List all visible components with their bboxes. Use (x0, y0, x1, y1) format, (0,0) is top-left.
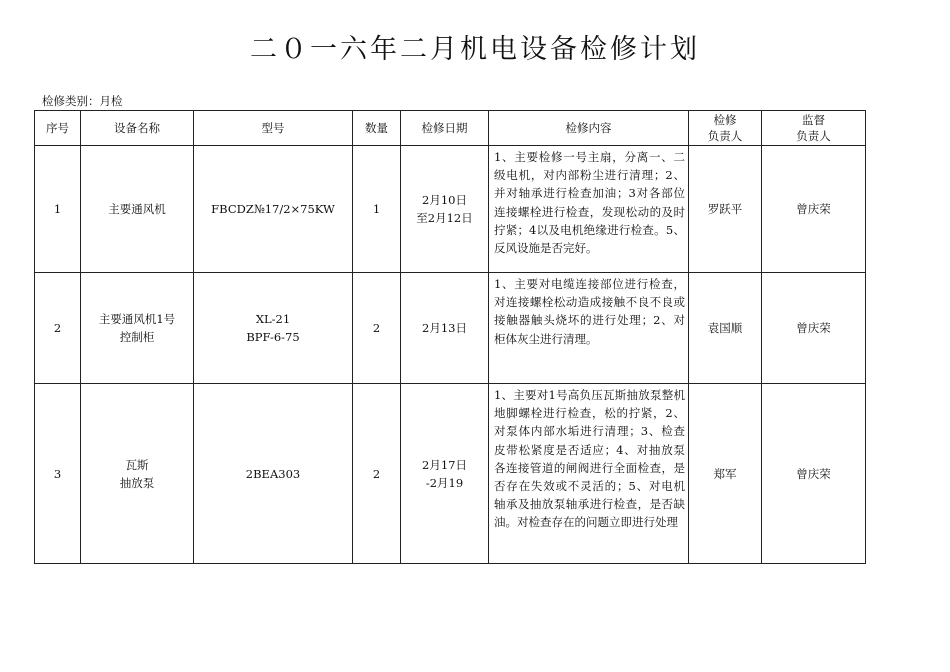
table-row (35, 146, 866, 273)
cell-content: 1、主要对1号高负压瓦斯抽放泵整机地脚螺栓进行检查，松的拧紧，2、对泵体内部水垢进行清理；3、检查皮带松紧度是否适应；4、对抽放泵各连接管道的闸阀进行全面检查，是否存在失效或不灵活的；5、对电机轴承及抽放泵轴承进行检查，是否缺油。对检查存在的问题立即进行处理 (489, 384, 689, 564)
table-row (35, 273, 866, 384)
cell-quantity: 2 (353, 384, 401, 564)
cell-equipment-name: 主要通风机 (81, 146, 194, 273)
cell-quantity: 2 (353, 273, 401, 384)
cell-equipment-name-line2: 控制柜 (119, 330, 155, 344)
cell-date-line2: -2月19 (425, 475, 464, 490)
cell-quantity: 1 (353, 146, 401, 273)
header-row (35, 111, 866, 146)
cell-date-line2: 至2月12日 (416, 211, 473, 225)
cell-model (194, 273, 353, 384)
cell-model: FBCDZ№17/2×75KW (194, 146, 353, 273)
cell-date (401, 146, 489, 273)
cell-content: 1、主要检修一号主扇，分离一、二级电机，对内部粉尘进行清理；2、并对轴承进行检查加油；3对各部位连接螺栓进行检查，发现松动的及时拧紧；4以及电机绝缘进行检查。5、反风设施是否完好。 (489, 146, 689, 273)
cell-model-line2: BPF-6-75 (246, 330, 300, 344)
cell-supervisor: 曾庆荣 (762, 384, 866, 564)
table-row (35, 384, 866, 564)
cell-equipment-name (81, 273, 194, 384)
header-content: 检修内容 (489, 111, 689, 146)
cell-responsible: 罗跃平 (689, 146, 762, 273)
header-equipment-name: 设备名称 (81, 111, 194, 146)
cell-equipment-name-line1: 瓦斯 (125, 457, 149, 472)
header-model: 型号 (194, 111, 353, 146)
cell-model: 2BEA303 (194, 384, 353, 564)
cell-seq: 3 (35, 384, 81, 564)
header-supervisor (762, 111, 866, 146)
document-title: 二０一六年二月机电设备检修计划 (250, 34, 700, 65)
cell-content: 1、主要对电缆连接部位进行检查，对连接螺栓松动造成接触不良不良或接触器触头烧坏的进行处理；2、对柜体灰尘进行清理。 (489, 273, 689, 384)
cell-date: 2月13日 (401, 273, 489, 384)
maintenance-plan-table (34, 110, 866, 564)
cell-date (401, 384, 489, 564)
header-supervisor-line2: 负责人 (796, 129, 831, 143)
cell-responsible: 袁国顺 (689, 273, 762, 384)
header-responsible-line1: 检修 (713, 113, 737, 127)
header-supervisor-line1: 监督 (802, 113, 825, 127)
header-quantity: 数量 (353, 111, 401, 146)
cell-date-line1: 2月17日 (422, 457, 467, 472)
cell-equipment-name (81, 384, 194, 564)
cell-seq: 1 (35, 146, 81, 273)
cell-seq: 2 (35, 273, 81, 384)
cell-equipment-name-line2: 抽放泵 (119, 475, 155, 490)
cell-date-line1: 2月10日 (422, 193, 467, 207)
header-responsible (689, 111, 762, 146)
inspection-category: 检修类别：月检 (42, 94, 123, 108)
cell-model-line1: XL-21 (255, 312, 291, 326)
cell-equipment-name-line1: 主要通风机1号 (98, 312, 176, 326)
header-seq: 序号 (35, 111, 81, 146)
cell-responsible: 郑军 (689, 384, 762, 564)
header-date: 检修日期 (401, 111, 489, 146)
cell-supervisor: 曾庆荣 (762, 273, 866, 384)
cell-supervisor: 曾庆荣 (762, 146, 866, 273)
header-responsible-line2: 负责人 (707, 129, 743, 143)
